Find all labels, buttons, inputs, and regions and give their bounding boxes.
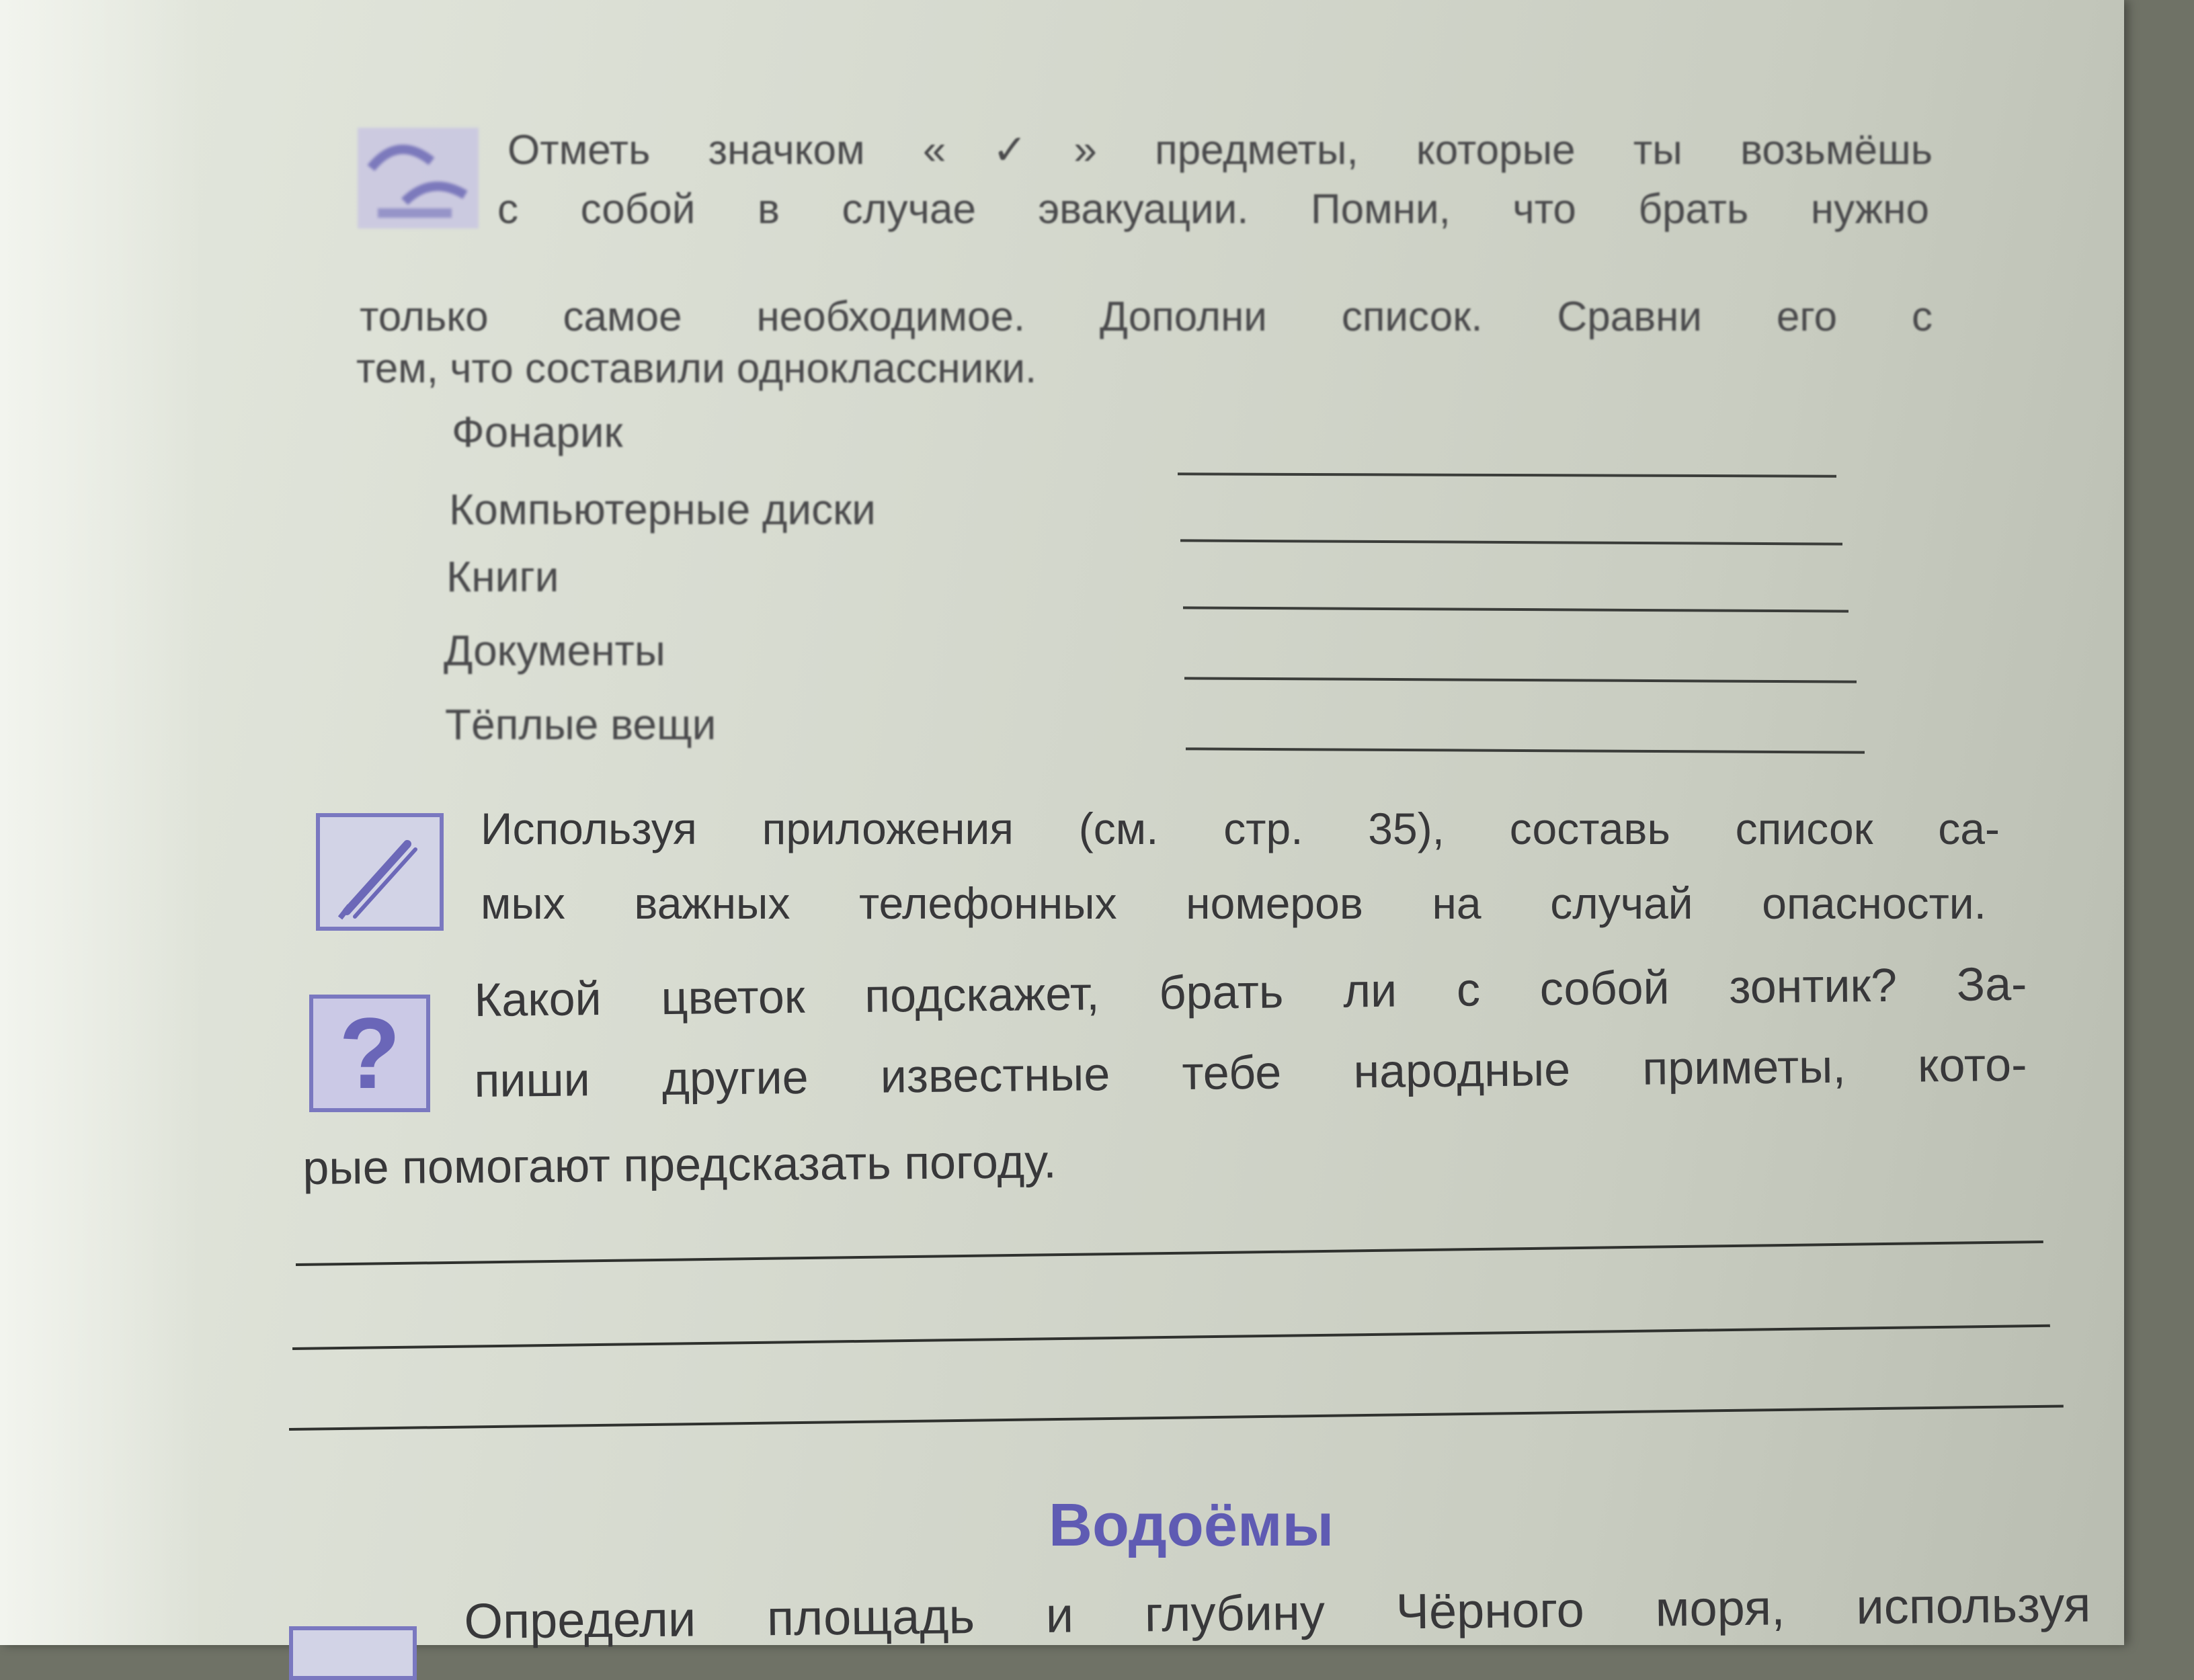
task1-line1: Отметь значком «✓» предметы, которые ты возьмёшь (507, 127, 1933, 173)
clipboard-icon (358, 128, 479, 228)
task3-line3: рые помогают предсказать погоду. (302, 1135, 1057, 1194)
answer-line-1[interactable] (1178, 472, 1836, 477)
item-computer-discs: Компьютерные диски (449, 485, 876, 534)
answer-line-2[interactable] (1180, 539, 1842, 545)
page-light-edge (0, 0, 202, 1645)
writing-line-1[interactable] (296, 1241, 2043, 1266)
item-warm-clothes: Тёплые вещи (445, 700, 717, 749)
pencil-icon-art (320, 817, 440, 927)
answer-line-3[interactable] (1183, 606, 1848, 612)
book-icon (289, 1626, 417, 1680)
task2-line2: мых важных телефонных номеров на случай опасности. (481, 878, 1986, 928)
item-flashlight: Фонарик (452, 408, 623, 456)
question-mark: ? (339, 997, 401, 1109)
section-heading: Водоёмы (1049, 1492, 1334, 1559)
task1-line2: с собой в случае эвакуации. Помни, что брать нужно (497, 186, 1929, 233)
task4-line1: Определи площадь и глубину Чёрного моря, используя (464, 1576, 2091, 1649)
task3-line1: Какой цветок подскажет, брать ли с собой зонтик? За- (474, 957, 2027, 1026)
answer-line-5[interactable] (1186, 747, 1865, 753)
item-books: Книги (446, 552, 559, 601)
task3-line2: пиши другие известные тебе народные приметы, кото- (474, 1038, 2027, 1107)
answer-line-4[interactable] (1184, 677, 1857, 683)
task1-line4: тем, что составили одноклассники. (356, 345, 1037, 392)
task2-line1: Используя приложения (см. стр. 35), составь список са- (481, 804, 2000, 853)
item-documents: Документы (444, 626, 665, 675)
clipboard-icon-art (358, 128, 479, 228)
pencil-icon (316, 813, 444, 931)
writing-line-3[interactable] (289, 1404, 2064, 1431)
writing-line-2[interactable] (292, 1325, 2050, 1350)
question-icon (309, 995, 430, 1112)
task1-line3: только самое необходимое. Дополни список. Сравни его с (360, 294, 1933, 340)
